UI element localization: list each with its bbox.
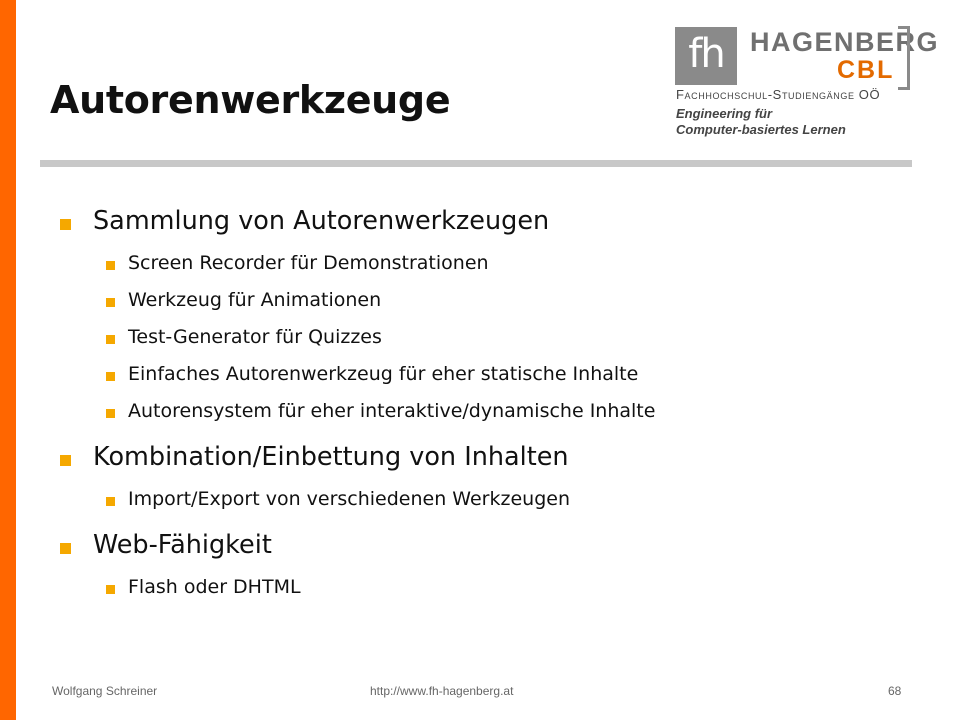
sub-bullet-text: Test-Generator für Quizzes <box>128 326 382 348</box>
sub-bullet-text: Autorensystem für eher interaktive/dynamische Inhalte <box>128 400 656 422</box>
sub-bullet-text: Werkzeug für Animationen <box>128 289 382 311</box>
square-bullet-icon <box>106 335 115 344</box>
sub-bullet-item <box>58 399 918 424</box>
title-divider <box>40 160 912 167</box>
square-bullet-icon <box>106 298 115 307</box>
bullet-item <box>58 528 918 562</box>
sub-bullet-item <box>58 288 918 313</box>
bullet-item <box>58 204 918 238</box>
bullet-text: Sammlung von Autorenwerkzeugen <box>93 206 550 236</box>
sub-bullet-text: Einfaches Autorenwerkzeug für eher statische Inhalte <box>128 363 639 385</box>
sub-bullet-text: Flash oder DHTML <box>128 576 301 598</box>
left-accent-bar <box>0 0 16 720</box>
square-bullet-icon <box>106 372 115 381</box>
logo-institution: Fachhochschul-Studiengänge OÖ <box>676 87 881 102</box>
footer-author: Wolfgang Schreiner <box>52 684 158 698</box>
square-bullet-icon <box>106 585 115 594</box>
square-bullet-icon <box>106 261 115 270</box>
sub-bullet-item <box>58 362 918 387</box>
page-number: 68 <box>888 684 902 698</box>
bullet-text: Kombination/Einbettung von Inhalten <box>93 442 569 472</box>
square-bullet-icon <box>60 455 71 466</box>
slide-title: Autorenwerkzeuge <box>50 78 451 122</box>
logo-name: HAGENBERG <box>750 27 940 57</box>
logo-program-line1: Engineering für <box>676 106 773 121</box>
bullet-item <box>58 440 918 474</box>
sub-bullet-item <box>58 575 918 600</box>
sub-bullet-item <box>58 251 918 276</box>
square-bullet-icon <box>106 409 115 418</box>
sub-bullet-item <box>58 325 918 350</box>
bullet-text: Web-Fähigkeit <box>93 530 272 560</box>
logo-fh-mark: fh <box>675 27 737 85</box>
footer-url: http://www.fh-hagenberg.at <box>370 684 514 698</box>
bullet-list <box>58 204 918 600</box>
square-bullet-icon <box>60 543 71 554</box>
square-bullet-icon <box>60 219 71 230</box>
sub-bullet-text: Import/Export von verschiedenen Werkzeugen <box>128 488 570 510</box>
fh-hagenberg-cbl-logo <box>672 24 940 144</box>
square-bullet-icon <box>106 497 115 506</box>
logo-program-line2: Computer-basiertes Lernen <box>676 122 846 137</box>
sub-bullet-text: Screen Recorder für Demonstrationen <box>128 252 489 274</box>
sub-bullet-item <box>58 487 918 512</box>
logo-bracket-icon <box>898 26 910 90</box>
logo-sub: CBL <box>837 56 895 84</box>
